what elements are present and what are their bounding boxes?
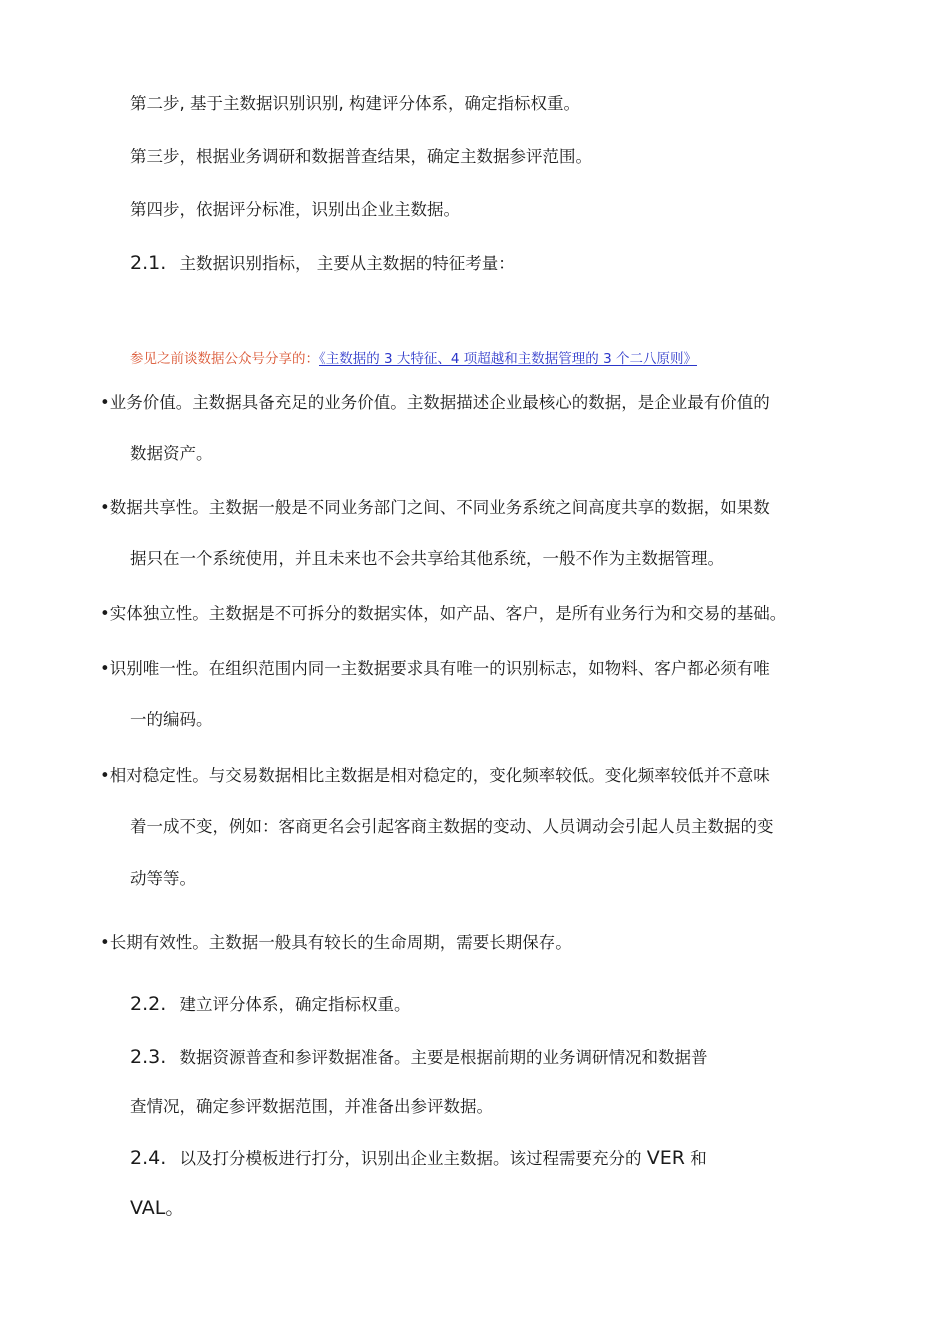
bullet-entity-independence: •实体独立性。主数据是不可拆分的数据实体，如产品、客户，是所有业务行为和交易的基础。	[100, 604, 787, 623]
section-title: 数据资源普查和参评数据准备。主要是根据前期的业务调研情况和数据普	[179, 1048, 708, 1067]
section-number: 2.3.	[130, 1046, 167, 1068]
reference-link[interactable]: 《主数据的 3 大特征、4 项超越和主数据管理的 3 个二八原则》	[319, 351, 697, 367]
section-title: 主数据识别指标， 主要从主数据的特征考量：	[179, 254, 515, 273]
step-3-paragraph: 第三步，根据业务调研和数据普查结果，确定主数据参评范围。	[130, 147, 592, 166]
section-title: 建立评分体系，确定指标权重。	[179, 995, 411, 1014]
section-2-3-heading	[130, 1045, 708, 1069]
bullet-stability-line3: 动等等。	[130, 869, 196, 888]
bullet-stability-line2: 着一成不变，例如：客商更名会引起客商主数据的变动、人员调动会引起人员主数据的变	[130, 817, 774, 836]
section-2-4-heading	[130, 1146, 707, 1170]
section-number: 2.1.	[130, 252, 167, 274]
conjunction: 和	[690, 1149, 707, 1168]
bullet-stability-line1: •相对稳定性。与交易数据相比主数据是相对稳定的，变化频率较低。变化频率较低并不意味	[100, 766, 770, 785]
reference-note	[130, 350, 697, 368]
ver-term: VER	[646, 1147, 685, 1169]
bullet-uniqueness-line2: 一的编码。	[130, 710, 213, 729]
reference-prefix: 参见之前谈数据公众号分享的：	[130, 351, 319, 367]
bullet-business-value-line2: 数据资产。	[130, 444, 213, 463]
section-2-2-heading	[130, 992, 411, 1016]
section-2-4-line2: VAL。	[130, 1197, 185, 1219]
section-number: 2.2.	[130, 993, 167, 1015]
step-4-paragraph: 第四步，依据评分标准，识别出企业主数据。	[130, 200, 460, 219]
bullet-business-value-line1: •业务价值。主数据具备充足的业务价值。主数据描述企业最核心的数据，是企业最有价值的	[100, 393, 770, 412]
bullet-long-term-validity: •长期有效性。主数据一般具有较长的生命周期，需要长期保存。	[100, 933, 572, 952]
section-title: 以及打分模板进行打分，识别出企业主数据。该过程需要充分的	[179, 1149, 642, 1168]
bullet-data-sharing-line2: 据只在一个系统使用，并且未来也不会共享给其他系统，一般不作为主数据管理。	[130, 549, 724, 568]
section-2-3-line2: 查情况，确定参评数据范围，并准备出参评数据。	[130, 1097, 493, 1116]
step-2-paragraph: 第二步, 基于主数据识别识别, 构建评分体系，确定指标权重。	[130, 94, 580, 113]
section-number: 2.4.	[130, 1147, 167, 1169]
bullet-uniqueness-line1: •识别唯一性。在组织范围内同一主数据要求具有唯一的识别标志，如物料、客户都必须有唯	[100, 659, 770, 678]
bullet-data-sharing-line1: •数据共享性。主数据一般是不同业务部门之间、不同业务系统之间高度共享的数据，如果数	[100, 498, 770, 517]
section-2-1-heading	[130, 251, 515, 275]
